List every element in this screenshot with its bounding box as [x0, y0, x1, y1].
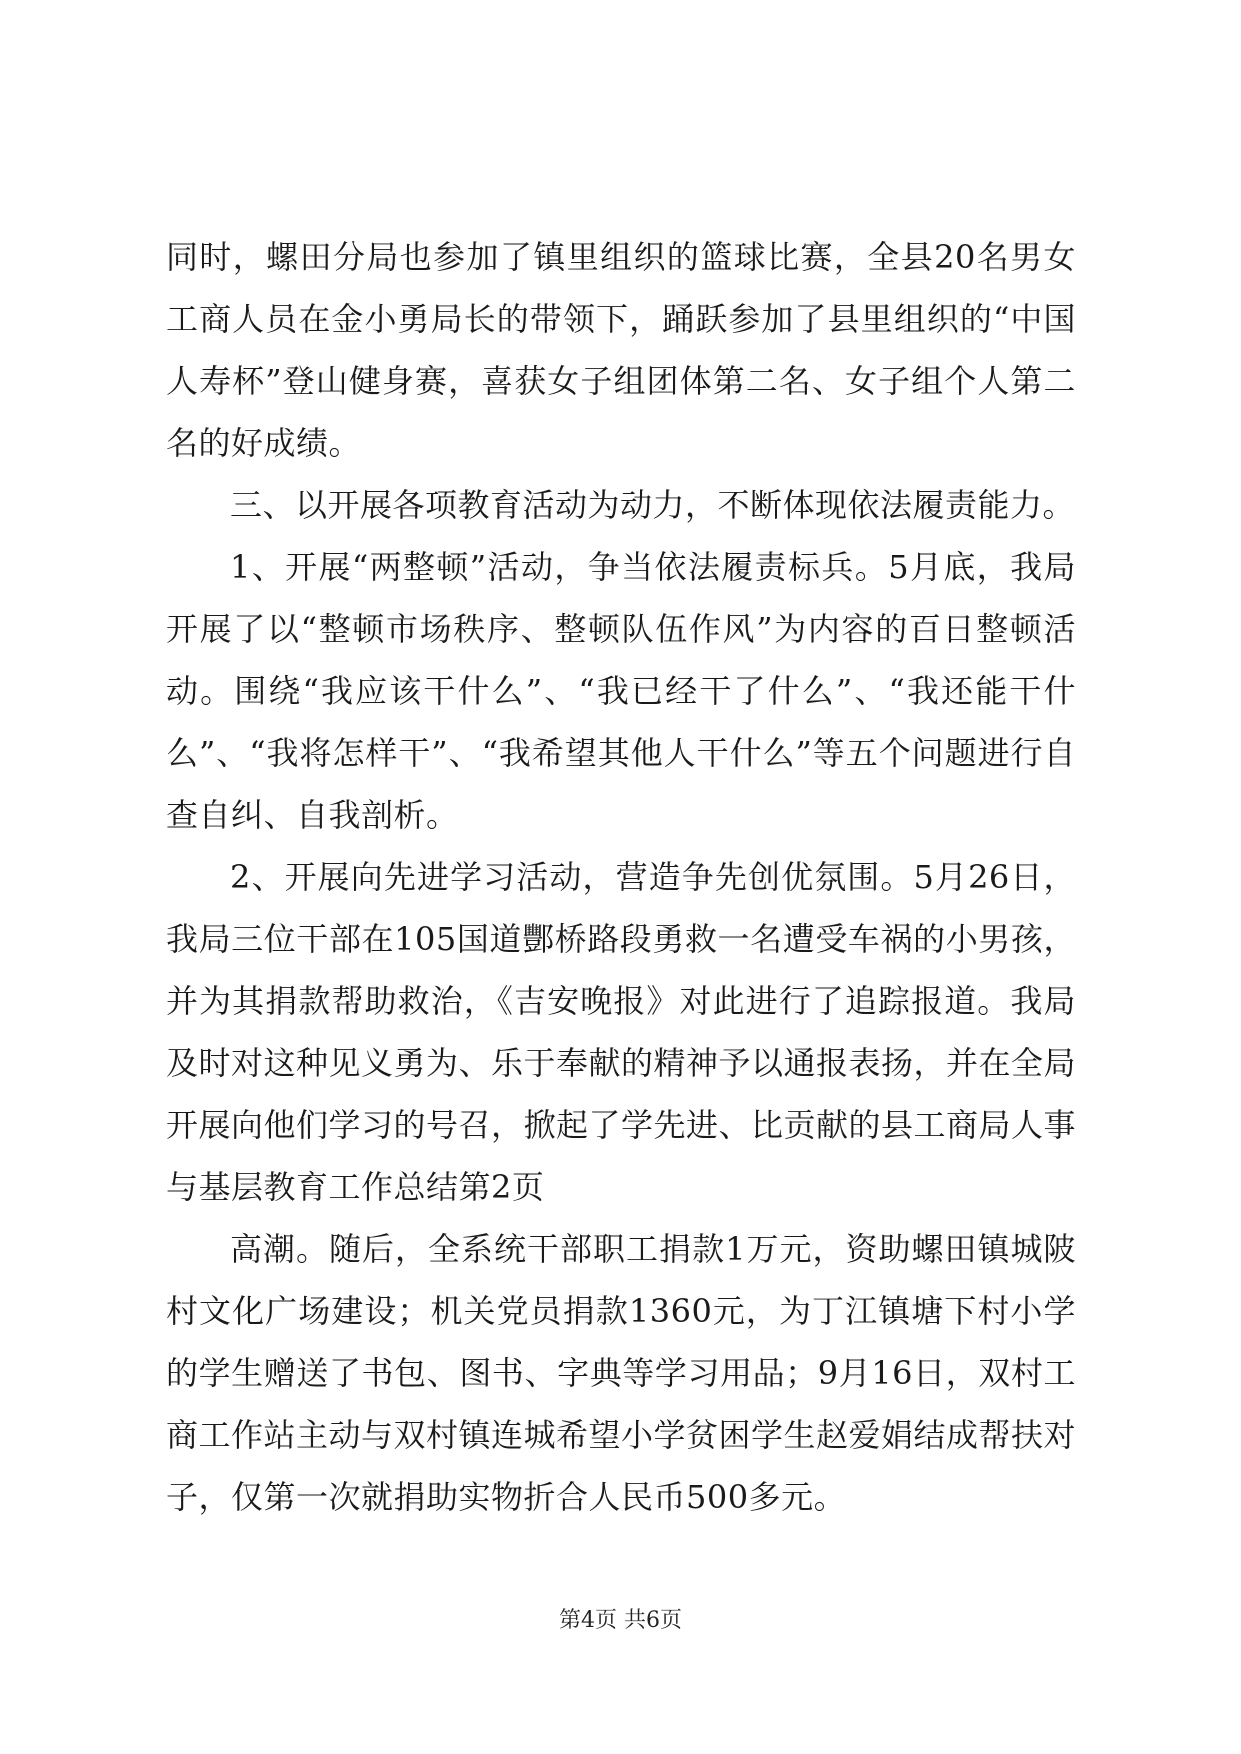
paragraph-item-2: 2、开展向先进学习活动，营造争先创优氛围。5月26日，我局三位干部在105国道酆桥路段勇救一名遭受车祸的小男孩，并为其捐款帮助救治，《吉安晚报》对此进行了追踪报道。我局及时对这种见义勇为、乐于奉献的精神予以通报表扬，并在全局开展向他们学习的号召，掀起了学先进、比贡献的县工商局人事与基层教育工作总结第2页	[166, 858, 1077, 1206]
paragraph-continuation: 同时，螺田分局也参加了镇里组织的篮球比赛，全县20名男女工商人员在金小勇局长的带领下，踊跃参加了县里组织的“中国人寿杯”登山健身赛，喜获女子组团体第二名、女子组个人第二名的好成绩。	[166, 238, 1076, 462]
page-footer: 第4页 共6页	[559, 1608, 682, 1633]
paragraph-continuation-2: 高潮。随后，全系统干部职工捐款1万元，资助螺田镇城陂村文化广场建设；机关党员捐款1360元，为丁江镇塘下村小学的学生赠送了书包、图书、字典等学习用品；9月16日，双村工商工作站主动与双村镇连城希望小学贫困学生赵爱娟结成帮扶对子，仅第一次就捐助实物折合人民币500多元。	[166, 1230, 1077, 1516]
document-body	[166, 226, 1076, 1528]
paragraph-item-1: 1、开展“两整顿”活动，争当依法履责标兵。5月底，我局开展了以“整顿市场秩序、整顿队伍作风”为内容的百日整顿活动。围绕“我应该干什么”、“我已经干了什么”、“我还能干什么”、“我将怎样干”、“我希望其他人干什么”等五个问题进行自查自纠、自我剖析。	[166, 548, 1076, 834]
section-heading-three: 三、以开展各项教育活动为动力，不断体现依法履责能力。	[230, 486, 1076, 524]
